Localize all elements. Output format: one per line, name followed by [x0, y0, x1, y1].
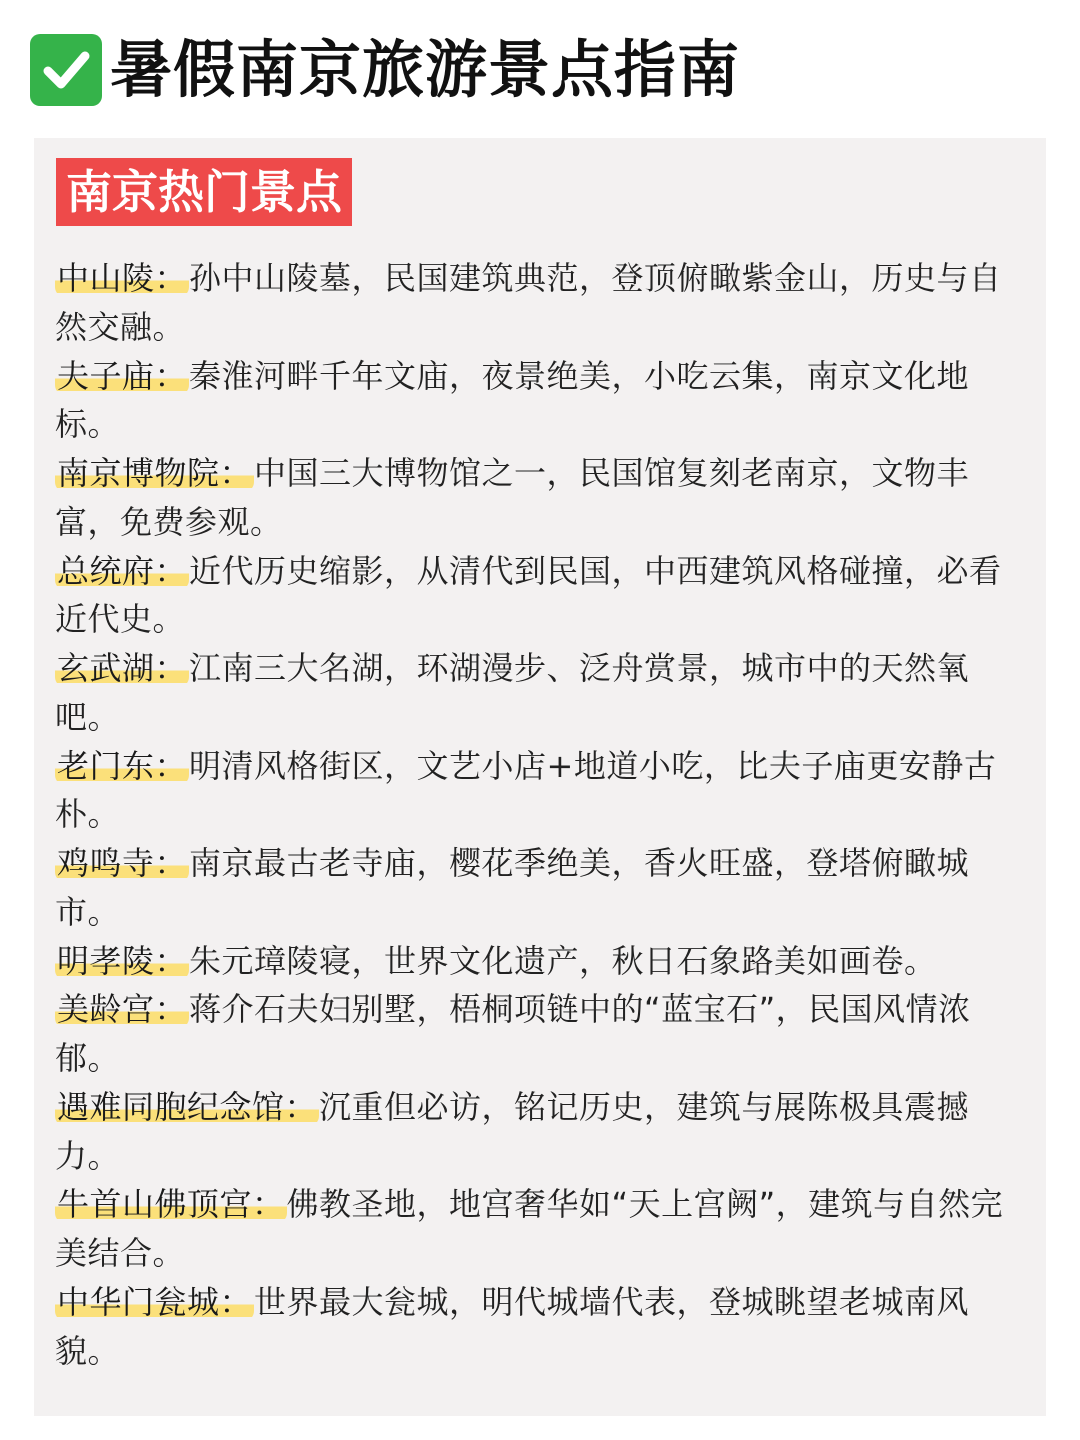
list-item: [55, 449, 1025, 547]
page-title: 暑假南京旅游景点指南: [110, 33, 741, 106]
section-badge: 南京热门景点: [56, 158, 352, 226]
attraction-description: 近代历史缩影，从清代到民国，中西建筑风格碰撞，必看近代史。: [55, 551, 1002, 639]
page-header: [30, 30, 740, 110]
attraction-description: 朱元璋陵寝，世界文化遗产，秋日石象路美如画卷。: [189, 941, 937, 980]
list-item: [55, 985, 1025, 1083]
attraction-name: 老门东：: [57, 746, 188, 785]
attraction-list: [55, 254, 1025, 1375]
attraction-description: 江南三大名湖，环湖漫步、泛舟赏景，城市中的天然氧吧。: [55, 649, 970, 736]
list-item: [55, 1083, 1025, 1181]
attraction-name: 玄武湖：: [57, 649, 188, 687]
attraction-description: 中国三大博物馆之一，民国馆复刻老南京，文物丰富，免费参观。: [55, 454, 970, 541]
content-card: [34, 138, 1046, 1416]
attraction-name: 中华门瓮城：: [57, 1282, 253, 1321]
attraction-description: 世界最大瓮城，明代城墙代表，登城眺望老城南风貌。: [55, 1282, 970, 1370]
attraction-description: 沉重但必访，铭记历史，建筑与展陈极具震撼力。: [55, 1087, 970, 1175]
list-item: [55, 547, 1025, 645]
attraction-description: 孙中山陵墓，民国建筑典范，登顶俯瞰紫金山，历史与自然交融。: [55, 259, 1002, 346]
attraction-name: 中山陵：: [57, 259, 188, 297]
attraction-description: 南京最古老寺庙，樱花季绝美，香火旺盛，登塔俯瞰城市。: [55, 844, 970, 931]
list-item: [55, 1278, 1025, 1376]
list-item: [55, 1180, 1025, 1278]
list-item: [55, 937, 1025, 986]
list-item: [55, 352, 1025, 450]
check-mark-icon: [30, 34, 102, 106]
attraction-name: 明孝陵：: [57, 941, 188, 980]
attraction-name: 鸡鸣寺：: [57, 844, 188, 882]
attraction-name: 牛首山佛顶宫：: [57, 1185, 285, 1224]
attraction-description: 蒋介石夫妇别墅，梧桐项链中的“蓝宝石”，民国风情浓郁。: [55, 990, 971, 1077]
attraction-name: 遇难同胞纪念馆：: [57, 1087, 318, 1126]
attraction-name: 夫子庙：: [57, 356, 188, 395]
attraction-description: 佛教圣地，地宫奢华如“天上宫阙”，建筑与自然完美结合。: [55, 1185, 1004, 1272]
attraction-name: 总统府：: [57, 551, 188, 590]
list-item: [55, 839, 1025, 937]
attraction-name: 南京博物院：: [57, 454, 253, 492]
list-item: [55, 254, 1025, 352]
attraction-description: 秦淮河畔千年文庙，夜景绝美，小吃云集，南京文化地标。: [55, 356, 970, 444]
list-item: [55, 644, 1025, 742]
list-item: [55, 742, 1025, 840]
attraction-name: 美龄宫：: [57, 990, 188, 1029]
attraction-description: 明清风格街区，文艺小店+地道小吃，比夫子庙更安静古朴。: [55, 746, 997, 834]
